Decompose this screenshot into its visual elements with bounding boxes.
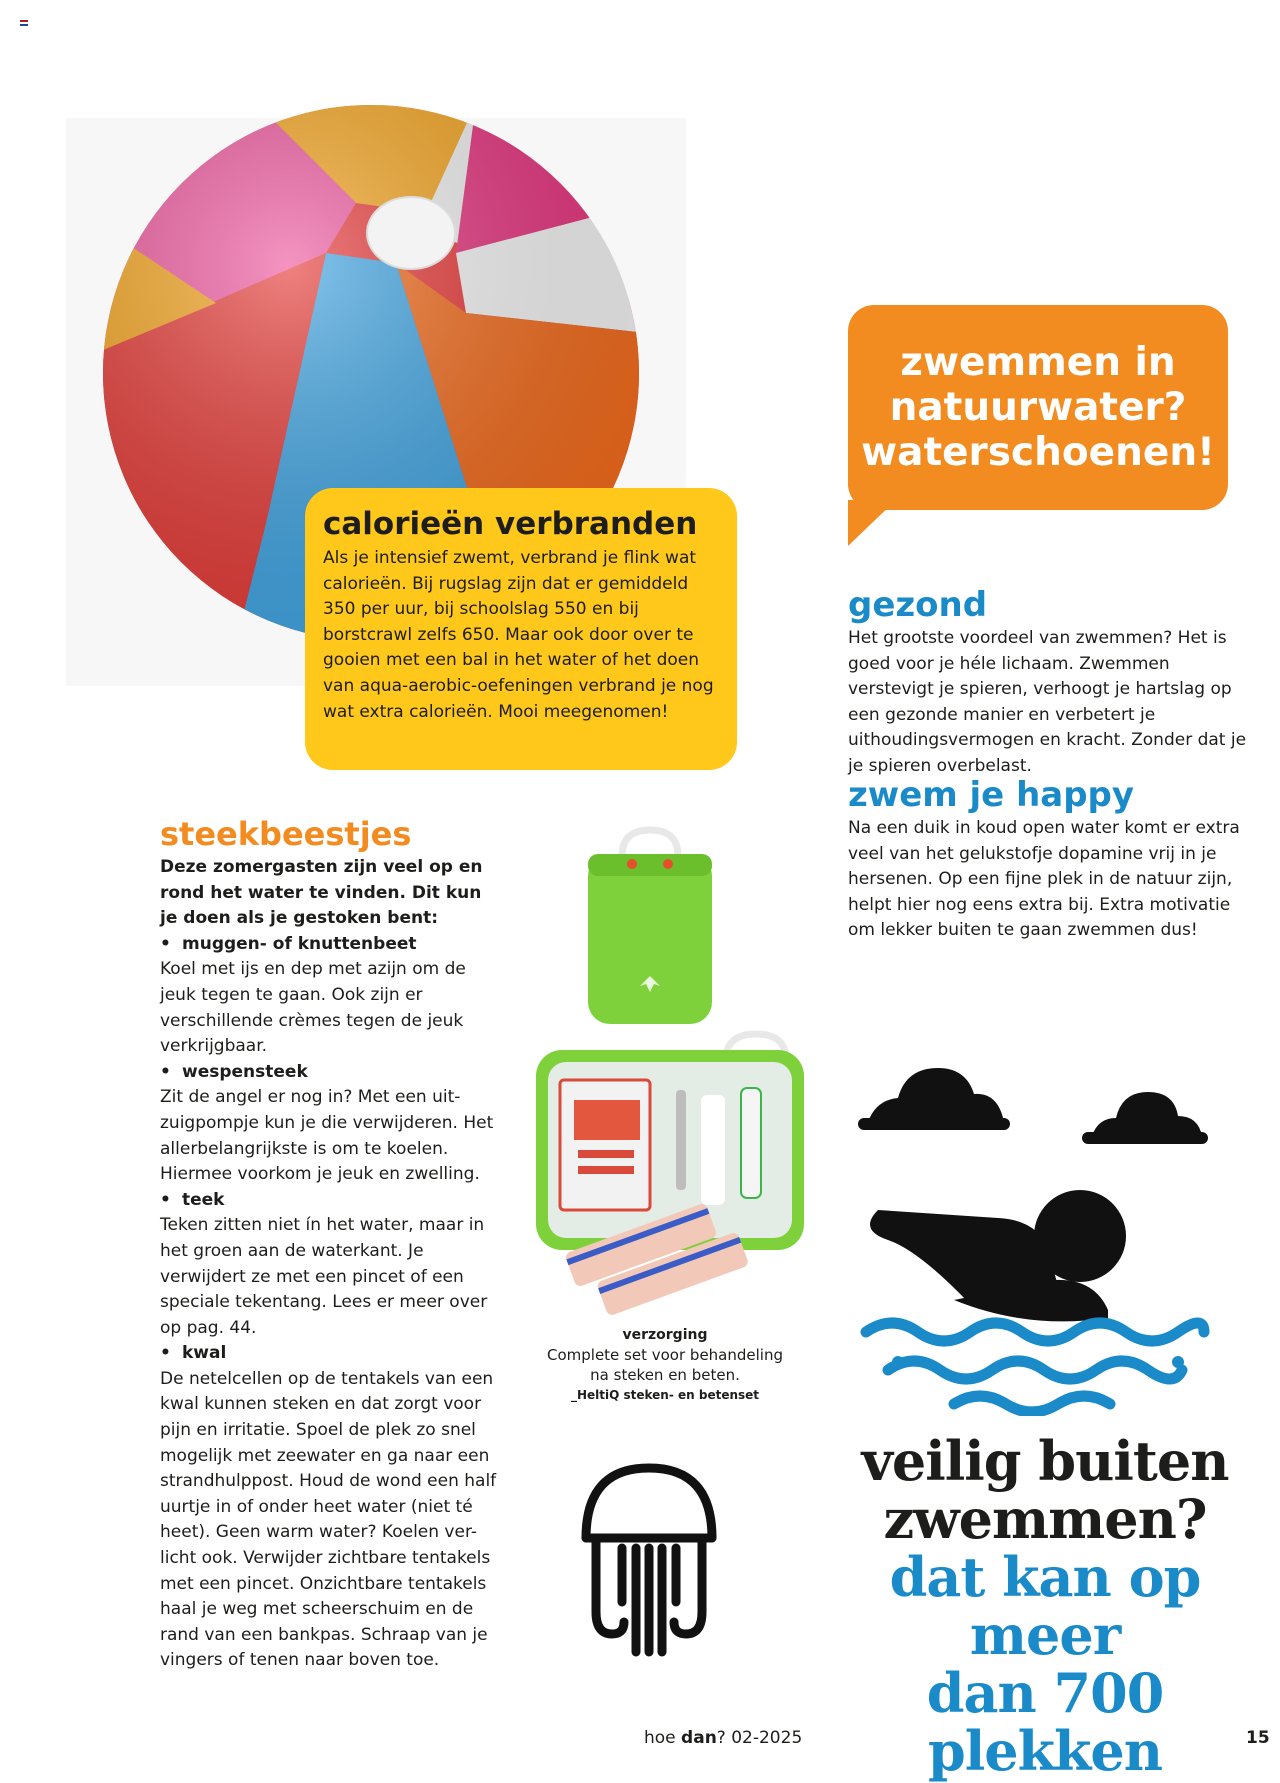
swimmer-icon <box>858 1190 1212 1416</box>
caption-text: Complete set voor behandeling na steken en beten. <box>547 1346 783 1384</box>
bullet-label: kwal <box>182 1343 227 1364</box>
speech-bubble <box>848 305 1228 510</box>
caption-title: verzorging <box>622 1327 708 1343</box>
bullet-label: teek <box>182 1189 225 1210</box>
headline <box>810 1429 1280 1783</box>
headline-line-3: dat kan op meer <box>889 1545 1201 1667</box>
caption-product: _HeltiQ steken- en betenset <box>570 1388 760 1402</box>
headline-line-4: dan 700 plekken <box>926 1661 1164 1783</box>
section-gezond <box>848 586 1248 780</box>
calories-title: calorieën verbranden <box>323 506 698 542</box>
section-steekbeestjes <box>160 815 500 1674</box>
page-number: 15 <box>1246 1728 1270 1748</box>
bullet-text: Teken zitten niet ín het water, maar in het groen aan de waterkant. Je verwijdert ze met een pincet of een speciale tekentang. Lees er meer over op pag. 44. <box>160 1215 488 1338</box>
bullet-text: Zit de angel er nog in? Met een uit-zuigpompje kun je die verwijderen. Het allerbelangrijkste is om te koelen. Hiermee voorkom je jeuk en zwelling. <box>160 1087 494 1185</box>
steek-title: steekbeestjes <box>160 815 412 853</box>
bullet-label: wespensteek <box>182 1061 308 1082</box>
footer-magazine: hoe dan? 02-2025 <box>644 1728 803 1748</box>
jellyfish-icon <box>578 1462 720 1658</box>
steek-intro: Deze zomergasten zijn veel op en rond het water te vinden. Dit kun je doen als je gestoken bent: <box>160 857 483 929</box>
bullet-text: De netelcellen op de tentakels van een kwal kunnen steken en dat zorgt voor pijn en irritatie. Spoel de plek zo snel mogelijk met zeewater en ga naar een strandhulppost. Houd de wond een half uurtje in of onder heet water (niet té heet). Geen warm water? Koelen ver-licht ook. Verwijder zichtbare tentakels met een pincet. Onzichtbare tentakels haal je weg met scheerschuim en de rand van een bankpas. Schraap van je vingers of tenen naar boven toe. <box>160 1368 497 1671</box>
footer-brand: dan <box>681 1728 717 1748</box>
headline-line-2: zwemmen? <box>883 1487 1207 1551</box>
bullet-item: • teek <box>160 1189 225 1210</box>
flag-icon <box>20 20 28 26</box>
speech-bubble-tail <box>848 500 896 546</box>
calories-box <box>305 488 737 770</box>
bullet-item: • wespensteek <box>160 1061 308 1082</box>
calories-text: Als je intensief zwemt, verbrand je flink wat calorieën. Bij rugslag zijn dat er gemiddeld 350 per uur, bij schoolslag 550 en bij borstcrawl zelfs 650. Maar ook door over te gooien met een bal in het water of het doen van aqua-aerobic-oefeningen verbrand je nog wat extra calorieën. Mooi meegenomen! <box>323 548 714 722</box>
gezond-text: Het grootste voordeel van zwemmen? Het is goed voor je héle lichaam. Zwemmen verstevigt je spieren, verhoogt je hartslag op een gezonde manier en verbetert je uithoudingsvermogen en kracht. Zonder dat je je spieren overbelast. <box>848 628 1247 776</box>
kit-caption <box>540 1325 790 1405</box>
cloud-icon <box>1082 1088 1208 1144</box>
bubble-line-3: waterschoenen! <box>861 430 1215 475</box>
bullet-item: • muggen- of knuttenbeet <box>160 933 417 954</box>
cloud-icon <box>858 1062 1010 1132</box>
gezond-title: gezond <box>848 585 988 625</box>
bullet-label: muggen- of knuttenbeet <box>182 933 417 954</box>
happy-text: Na een duik in koud open water komt er extra veel van het gelukstofje dopamine vrij in je hersenen. Op een fijne plek in de natuur zijn, helpt hier nog eens extra bij. Extra motivatie om lekker buiten te gaan zwemmen dus! <box>848 818 1240 941</box>
headline-line-1: veilig buiten <box>861 1429 1229 1493</box>
first-aid-kit-image <box>526 1030 818 1330</box>
section-happy <box>848 776 1248 944</box>
first-aid-kit-closed-image <box>580 826 720 1028</box>
happy-title: zwem je happy <box>848 775 1135 815</box>
bubble-line-1: zwemmen in <box>900 340 1176 385</box>
bullet-text: Koel met ijs en dep met azijn om de jeuk tegen te gaan. Ook zijn er verschillende crèmes tegen de jeuk verkrijgbaar. <box>160 959 466 1057</box>
bullet-item: • kwal <box>160 1343 227 1364</box>
bubble-line-2: natuurwater? <box>889 385 1187 430</box>
